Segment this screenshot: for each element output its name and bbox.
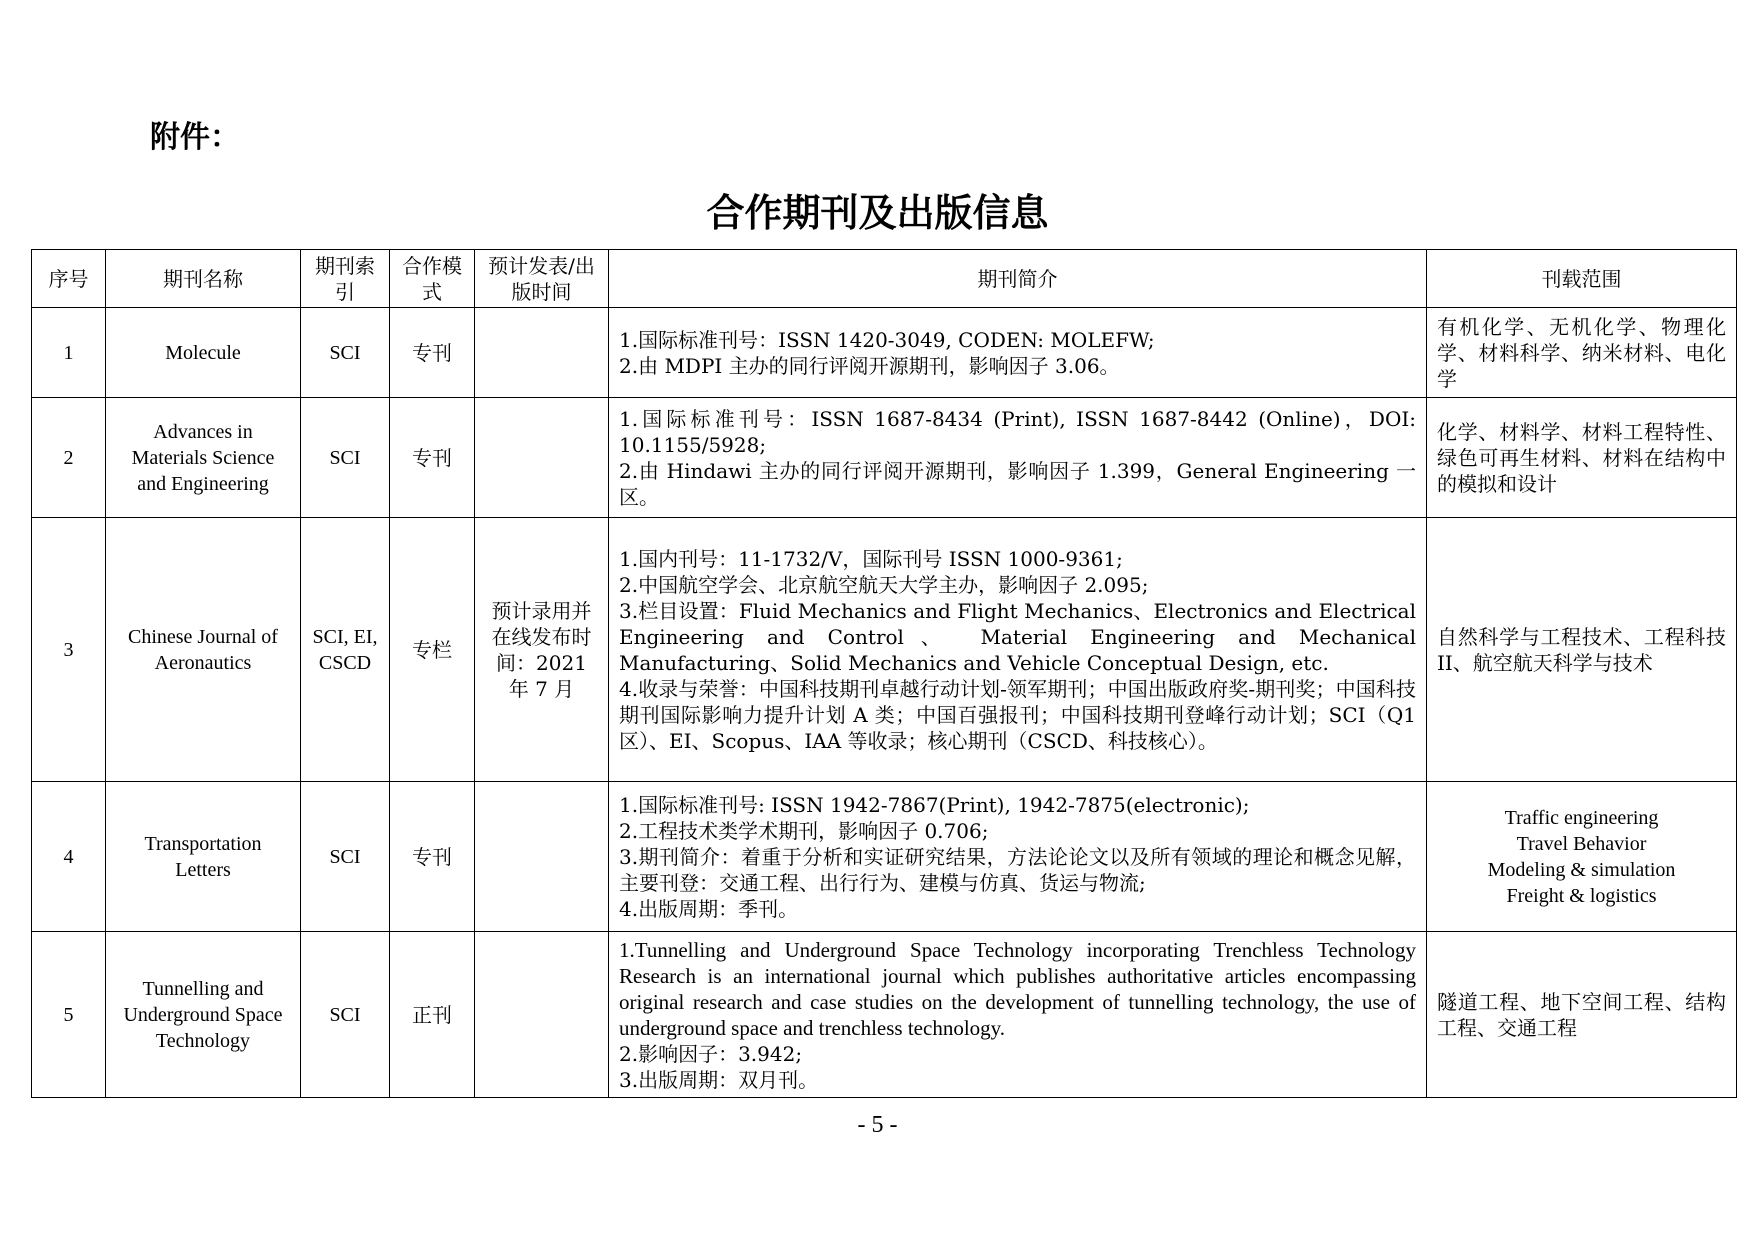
col-header-mode: 合作模式 (390, 250, 475, 308)
desc-line: 2.中国航空学会、北京航空航天大学主办，影响因子 2.095; (619, 572, 1149, 597)
journal-name: Molecule (106, 308, 301, 398)
journal-description (609, 308, 1427, 398)
col-header-index: 期刊索引 (301, 250, 390, 308)
cooperation-mode: 专刊 (390, 308, 475, 398)
col-header-time: 预计发表/出版时间 (475, 250, 609, 308)
scope-line: Travel Behavior (1516, 832, 1647, 855)
desc-line: 1.国际标准刊号: ISSN 1942-7867(Print), 1942-7875(electronic); (619, 792, 1250, 817)
row-no: 3 (32, 518, 106, 782)
col-header-desc: 期刊简介 (609, 250, 1427, 308)
publish-time (475, 308, 609, 398)
journal-description (609, 782, 1427, 932)
page-title: 合作期刊及出版信息 (706, 190, 1049, 235)
journal-description (609, 398, 1427, 518)
cooperation-mode: 专刊 (390, 782, 475, 932)
desc-line: 1.国内刊号：11-1732/V，国际刊号 ISSN 1000-9361; (619, 546, 1123, 571)
journal-scope (1427, 782, 1737, 932)
journal-index: SCI (301, 308, 390, 398)
journal-index: SCI (301, 782, 390, 932)
col-header-no: 序号 (32, 250, 106, 308)
scope-line: Traffic engineering (1504, 806, 1659, 829)
desc-line: 4.出版周期：季刊。 (619, 896, 799, 921)
col-header-scope: 刊载范围 (1427, 250, 1737, 308)
table-row (32, 398, 1737, 518)
journal-description (609, 932, 1427, 1098)
cooperation-mode: 专栏 (390, 518, 475, 782)
cooperation-mode: 正刊 (390, 932, 475, 1098)
desc-line: 3.栏目设置：Fluid Mechanics and Flight Mechanics、Electronics and Electrical Engineering and Control、 Material Engineering and Mechanical Manufacturing、Solid Mechanics and Vehicle Conceptual Design, etc. (619, 598, 1416, 675)
publish-time (475, 398, 609, 518)
journal-index: SCI (301, 932, 390, 1098)
journal-index: SCI (301, 398, 390, 518)
journal-scope: 自然科学与工程技术、工程科技 II、航空航天科学与技术 (1427, 518, 1737, 782)
journal-name: Transportation Letters (106, 782, 301, 932)
scope-line: Modeling & simulation (1487, 858, 1676, 881)
journal-name: Chinese Journal of Aeronautics (106, 518, 301, 782)
table-row (32, 932, 1737, 1098)
row-no: 4 (32, 782, 106, 932)
publish-time (475, 782, 609, 932)
desc-line: 3.期刊简介：着重于分析和实证研究结果，方法论论文以及所有领域的理论和概念见解，主要刊登：交通工程、出行行为、建模与仿真、货运与物流; (619, 844, 1416, 895)
page-number: - 5 - (857, 1112, 898, 1138)
desc-line: 2.工程技术类学术期刊，影响因子 0.706; (619, 818, 989, 843)
table-header-row (32, 250, 1737, 308)
row-no: 2 (32, 398, 106, 518)
table-row (32, 518, 1737, 782)
publish-time (475, 932, 609, 1098)
journal-description (609, 518, 1427, 782)
journal-scope: 有机化学、无机化学、物理化学、材料科学、纳米材料、电化学 (1427, 308, 1737, 398)
attachment-label: 附件： (150, 120, 240, 155)
row-no: 5 (32, 932, 106, 1098)
journal-name: Tunnelling and Underground Space Technology (106, 932, 301, 1098)
journal-scope: 化学、材料学、材料工程特性、绿色可再生材料、材料在结构中的模拟和设计 (1427, 398, 1737, 518)
desc-line: 2.由 MDPI 主办的同行评阅开源期刊，影响因子 3.06。 (619, 353, 1120, 378)
desc-line: 2.由 Hindawi 主办的同行评阅开源期刊，影响因子 1.399，General Engineering 一区。 (619, 458, 1416, 509)
table-row (32, 782, 1737, 932)
row-no: 1 (32, 308, 106, 398)
desc-line: 2.影响因子：3.942; (619, 1041, 803, 1066)
journal-name: Advances in Materials Science and Engineering (106, 398, 301, 518)
scope-line: Freight & logistics (1506, 884, 1657, 907)
publish-time: 预计录用并在线发布时间：2021 年 7 月 (475, 518, 609, 782)
desc-line: 4.收录与荣誉：中国科技期刊卓越行动计划-领军期刊；中国出版政府奖-期刊奖；中国科技期刊国际影响力提升计划 A 类；中国百强报刊；中国科技期刊登峰行动计划；SCI（Q1 区）、EI、Scopus、IAA 等收录；核心期刊（CSCD、科技核心）。 (619, 676, 1416, 753)
desc-line: 1.国际标准刊号：ISSN 1420-3049, CODEN: MOLEFW; (619, 327, 1155, 352)
journal-table (31, 249, 1737, 1098)
desc-line: 3.出版周期：双月刊。 (619, 1067, 819, 1092)
journal-index: SCI, EI, CSCD (301, 518, 390, 782)
cooperation-mode: 专刊 (390, 398, 475, 518)
table-row (32, 308, 1737, 398)
desc-line: 1.Tunnelling and Underground Space Technology incorporating Trenchless Technology Research is an international journal which publishes authoritative articles encompassing original research and case studies on the development of tunnelling technology, the use of underground space and trenchless technology. (619, 937, 1416, 1040)
journal-scope: 隧道工程、地下空间工程、结构工程、交通工程 (1427, 932, 1737, 1098)
col-header-name: 期刊名称 (106, 250, 301, 308)
desc-line: 1.国际标准刊号：ISSN 1687-8434 (Print), ISSN 1687-8442 (Online)，DOI: 10.1155/5928; (619, 406, 1416, 457)
